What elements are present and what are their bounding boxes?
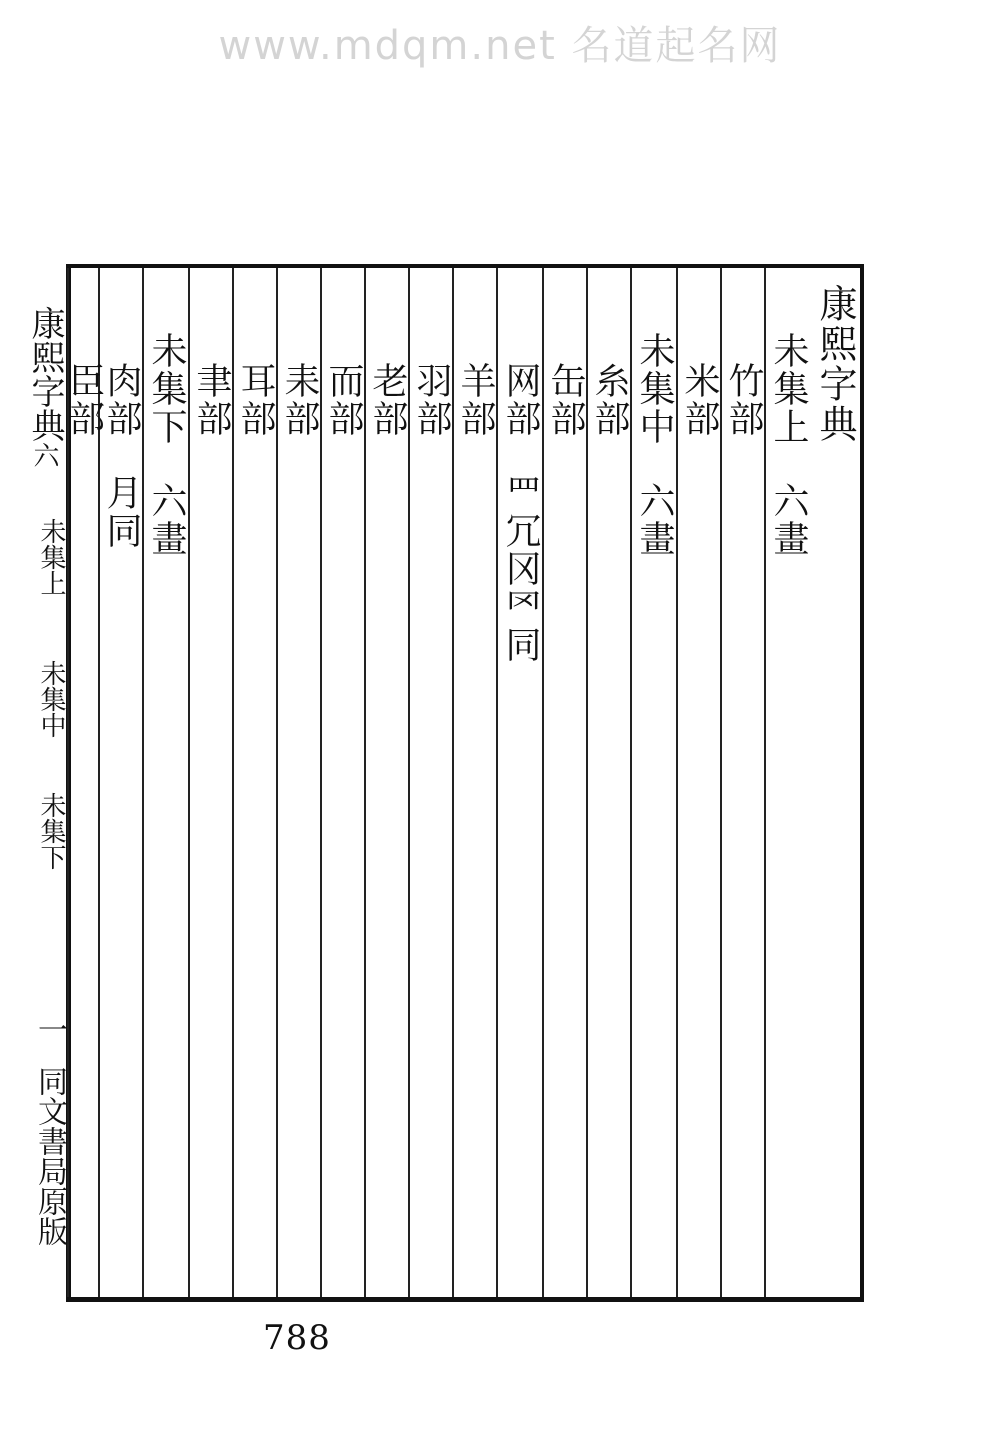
table-row [142, 268, 188, 1297]
table-row [408, 268, 452, 1297]
table-row [452, 268, 496, 1297]
table-row [232, 268, 276, 1297]
column-text: 米部 [679, 362, 720, 438]
table-row [542, 268, 586, 1297]
margin-section: 未集上 [36, 518, 66, 596]
column-text: 耳部 [235, 362, 276, 438]
column-text: 臣部 [63, 362, 105, 438]
table-row-title [810, 268, 860, 1297]
margin-sheet: 六 [29, 442, 59, 468]
column-text: 未集中六畫 [634, 332, 675, 558]
table-row [586, 268, 630, 1297]
page-number: 788 [263, 1318, 331, 1358]
margin-section: 未集下 [36, 792, 66, 870]
margin-title: 康熙字典 [25, 306, 65, 442]
column-text: 糸部 [589, 362, 630, 438]
margin-publisher: 同文書局原版 [32, 1066, 67, 1246]
table-row [98, 268, 142, 1297]
column-text: 老部 [367, 362, 408, 438]
table-row [764, 268, 810, 1297]
column-text: 网部罒冗冈罓同 [500, 362, 541, 664]
column-text: 而部 [323, 362, 364, 438]
table-row [320, 268, 364, 1297]
column-text: 聿部 [191, 362, 232, 438]
column-text: 肉部月同 [101, 362, 142, 550]
column-text: 羊部 [455, 362, 496, 438]
table-frame [63, 264, 864, 1302]
column-text: 耒部 [279, 362, 320, 438]
margin-folio: 一 [32, 1014, 67, 1044]
column-text: 未集上六畫 [768, 332, 809, 558]
table-row [63, 268, 105, 1297]
column-text: 羽部 [411, 362, 452, 438]
table-row [676, 268, 720, 1297]
column-text: 未集下六畫 [146, 332, 187, 558]
table-row [188, 268, 232, 1297]
column-text: 竹部 [723, 362, 764, 438]
watermark: www.mdqm.net 名道起名网 [218, 23, 782, 69]
column-text: 康熙字典 [813, 284, 857, 444]
table-row [720, 268, 764, 1297]
table-row [496, 268, 542, 1297]
table-row [364, 268, 408, 1297]
margin-section: 未集中 [36, 660, 66, 738]
table-row [630, 268, 676, 1297]
column-text: 缶部 [545, 362, 586, 438]
table-row [276, 268, 320, 1297]
